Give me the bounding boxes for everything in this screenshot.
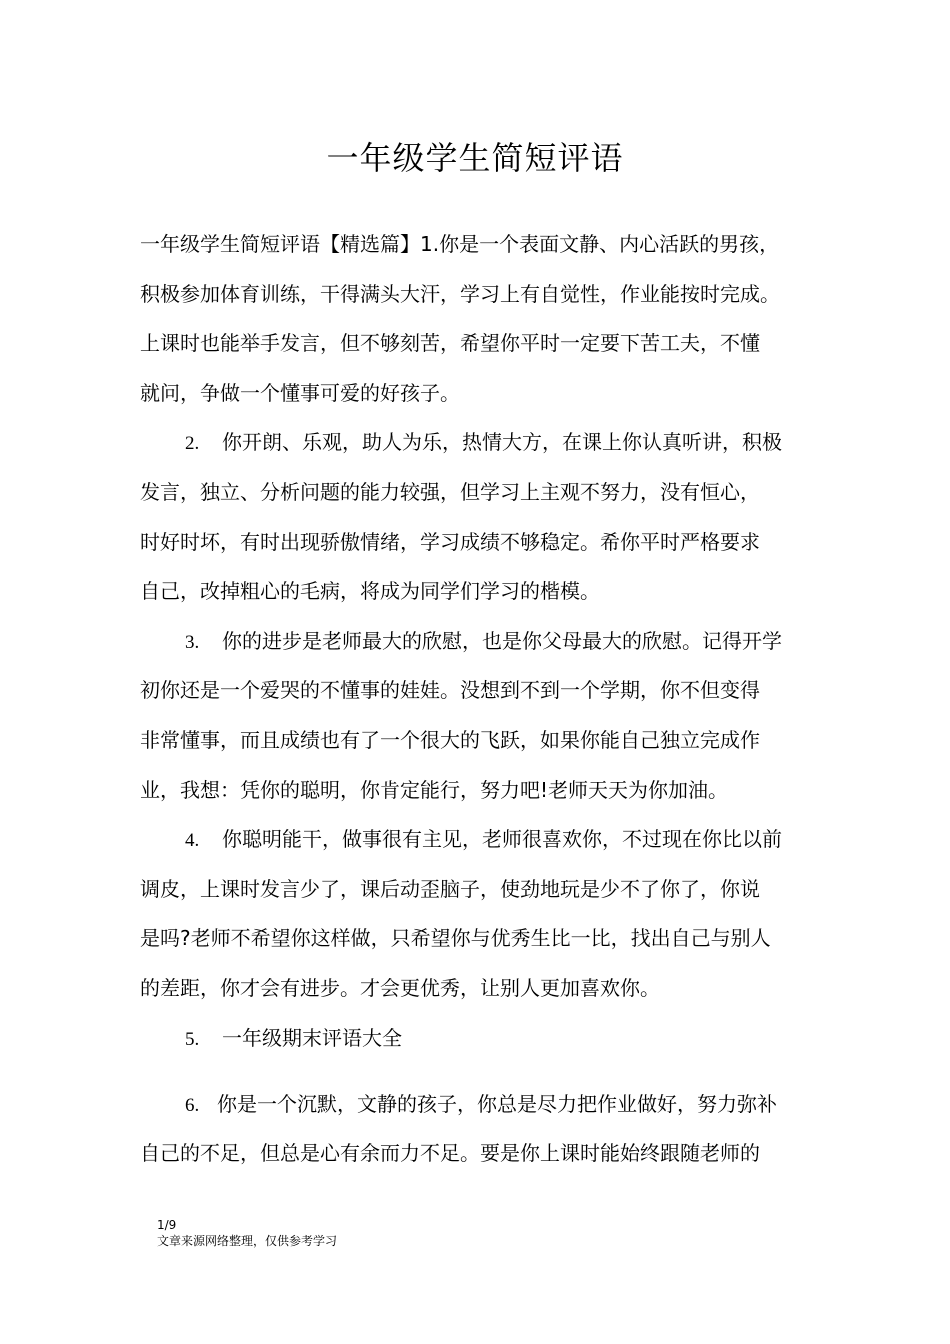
item-number: 3. (185, 631, 200, 653)
list-item-start (140, 622, 830, 672)
list-item-start (140, 820, 830, 870)
text-line: 一年级期末评语大全 (222, 1025, 402, 1050)
text-line: 一年级学生简短评语【精选篇】1.你是一个表面文静、内心活跃的男孩， (140, 232, 780, 256)
text-line: 积极参加体育训练，干得满头大汗，学习上有自觉性，作业能按时完成。 (140, 281, 780, 306)
text-line: 是吗?老师不希望你这样做，只希望你与优秀生比一比，找出自己与别人 (140, 926, 771, 951)
text-line: 自己的不足，但总是心有余而力不足。要是你上课时能始终跟随老师的 (140, 1141, 760, 1166)
list-item-start (140, 1085, 830, 1135)
source-note: 文章来源网络整理，仅供参考学习 (157, 1234, 338, 1248)
item-number: 2. (185, 433, 200, 455)
text-line: 自己，改掉粗心的毛病，将成为同学们学习的楷模。 (140, 579, 600, 604)
item-number: 5. (185, 1028, 200, 1050)
page-footer (157, 1217, 337, 1249)
text-line: 发言，独立、分析问题的能力较强，但学习上主观不努力，没有恒心， (140, 479, 760, 504)
item-number: 4. (185, 830, 200, 852)
item-number: 6. (185, 1094, 200, 1116)
list-item-start (140, 1019, 830, 1085)
text-line: 的差距，你才会有进步。才会更优秀，让别人更加喜欢你。 (140, 975, 660, 1000)
page-number: 1/9 (157, 1218, 177, 1232)
document-body (140, 225, 830, 1184)
text-line: 非常懂事，而且成绩也有了一个很大的飞跃，如果你能自己独立完成作 (140, 727, 760, 752)
text-line: 调皮，上课时发言少了，课后动歪脑子，使劲地玩是少不了你了，你说 (140, 876, 760, 901)
document-title: 一年级学生简短评语 (326, 139, 624, 177)
text-line: 上课时也能举手发言，但不够刻苦，希望你平时一定要下苦工夫，不懂 (140, 331, 760, 356)
text-line: 就问，争做一个懂事可爱的好孩子。 (140, 380, 460, 405)
text-line: 业，我想：凭你的聪明，你肯定能行，努力吧!老师天天为你加油。 (140, 777, 729, 802)
text-line: 你开朗、乐观，助人为乐，热情大方，在课上你认真听讲，积极 (222, 430, 782, 455)
text-line: 你是一个沉默，文静的孩子，你总是尽力把作业做好，努力弥补 (217, 1091, 777, 1116)
text-line: 你的进步是老师最大的欣慰，也是你父母最大的欣慰。记得开学 (222, 628, 782, 653)
list-item-start (140, 423, 830, 473)
text-line: 你聪明能干，做事很有主见，老师很喜欢你，不过现在你比以前 (222, 827, 782, 852)
text-line: 时好时坏，有时出现骄傲情绪，学习成绩不够稳定。希你平时严格要求 (140, 529, 760, 554)
text-line: 初你还是一个爱哭的不懂事的娃娃。没想到不到一个学期，你不但变得 (140, 678, 760, 703)
